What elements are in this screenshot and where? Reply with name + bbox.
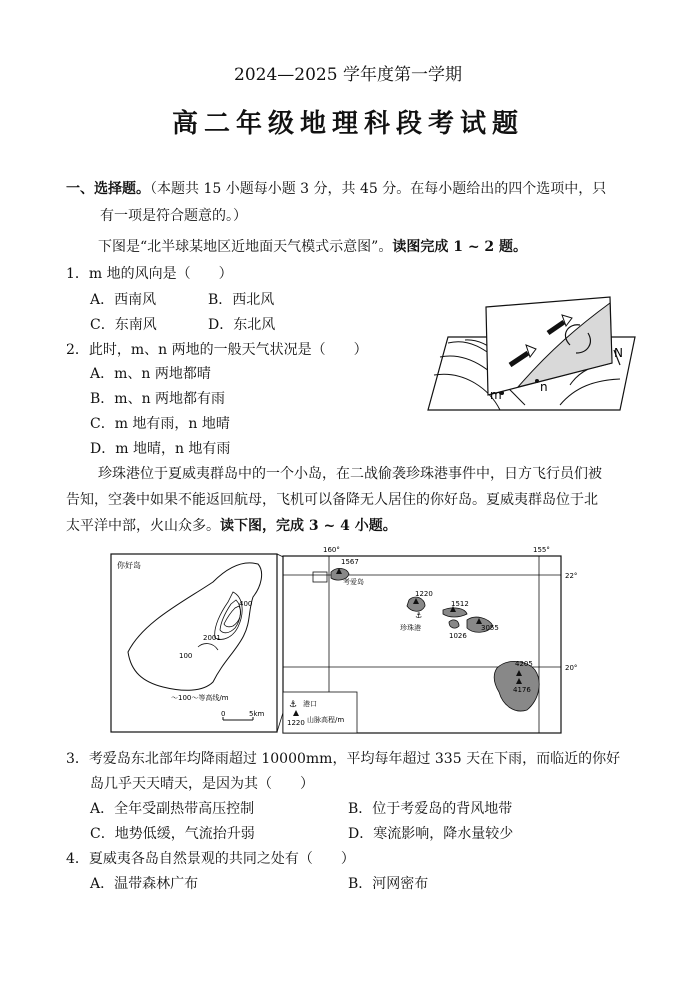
q1-option-c[interactable]: C．东南风 bbox=[90, 317, 157, 333]
hawaii-map-figure bbox=[103, 542, 583, 736]
q3-option-b[interactable]: B．位于考爱岛的背风地带 bbox=[348, 801, 513, 817]
peak-label: 3055 bbox=[481, 624, 499, 632]
section-title: 一、选择题。 bbox=[66, 181, 150, 197]
section-desc-line1 bbox=[66, 178, 606, 198]
section-desc: （本题共 15 小题每小题 3 分，共 45 分。在每小题给出的四个选项中，只 bbox=[150, 181, 607, 197]
point-n bbox=[535, 379, 539, 383]
peak-label: 4205 bbox=[515, 660, 533, 668]
intro2-instruction: 读下图，完成 3 ~ 4 小题。 bbox=[220, 518, 397, 534]
q2-option-c[interactable]: C．m 地有雨，n 地晴 bbox=[90, 416, 230, 432]
lon-label-160: 160° bbox=[323, 546, 340, 554]
intro-fig1-text: 下图是“北半球某地区近地面天气模式示意图”。 bbox=[98, 239, 393, 255]
intro2-line3 bbox=[66, 515, 397, 535]
label-m: m bbox=[490, 388, 502, 402]
q3-stem-line1: 3．考爱岛东北部年均降雨超过 10000mm，平均每年超过 335 天在下雨，而临近的你好 bbox=[66, 751, 621, 767]
q4-stem: 4．夏威夷各岛自然景观的共同之处有（ ） bbox=[66, 851, 355, 867]
q1-option-d[interactable]: D．东北风 bbox=[208, 317, 276, 333]
legend-anchor-icon: ⚓ bbox=[289, 700, 298, 710]
label-north: N bbox=[614, 346, 623, 360]
scale-five: 5km bbox=[249, 710, 265, 718]
peak-label: 1026 bbox=[449, 632, 467, 640]
q1-option-b[interactable]: B．西北风 bbox=[208, 292, 275, 308]
peak-label: 1567 bbox=[341, 558, 359, 566]
q2-option-b[interactable]: B．m、n 两地都有雨 bbox=[90, 391, 226, 407]
kauai-label: 考爱岛 bbox=[343, 578, 364, 586]
q2-stem: 2．此时，m、n 两地的一般天气状况是（ ） bbox=[66, 342, 368, 358]
intro2-line2: 告知，空袭中如果不能返回航母，飞机可以备降无人居住的你好岛。夏威夷群岛位于北 bbox=[66, 492, 598, 508]
legend-peak-value: 1220 bbox=[287, 719, 305, 727]
peak-label: 1512 bbox=[451, 600, 469, 608]
q2-option-a[interactable]: A．m、n 两地都晴 bbox=[90, 366, 211, 382]
contour-legend: ～100～等高线/m bbox=[171, 694, 229, 702]
legend-peak-label: 山脉高程/m bbox=[307, 716, 345, 724]
weather-model-figure bbox=[420, 295, 650, 420]
lat-label-22: 22° bbox=[565, 572, 578, 580]
intro-fig1-instruction: 读图完成 1 ~ 2 题。 bbox=[392, 239, 528, 255]
anchor-icon: ⚓ bbox=[415, 611, 423, 620]
q4-option-a[interactable]: A．温带森林广布 bbox=[90, 876, 199, 892]
intro-fig1 bbox=[98, 236, 527, 256]
contour-label: 400 bbox=[239, 600, 253, 608]
contour-label: 2001 bbox=[203, 634, 221, 642]
lat-label-20: 20° bbox=[565, 664, 578, 672]
peak-label: 1220 bbox=[415, 590, 433, 598]
scale-zero: 0 bbox=[221, 710, 226, 718]
q3-option-d[interactable]: D．寒流影响，降水量较少 bbox=[348, 826, 514, 842]
intro2-line1: 珍珠港位于夏威夷群岛中的一个小岛，在二战偷袭珍珠港事件中，日方飞行员们被 bbox=[98, 466, 602, 482]
exam-year: 2024—2025 学年度第一学期 bbox=[234, 65, 462, 85]
q3-option-c[interactable]: C．地势低缓，气流抬升弱 bbox=[90, 826, 255, 842]
q1-stem: 1．m 地的风向是（ ） bbox=[66, 266, 233, 282]
q3-stem-line2: 岛几乎天天晴天，是因为其（ ） bbox=[90, 776, 314, 792]
q2-option-d[interactable]: D．m 地晴，n 地有雨 bbox=[90, 441, 231, 457]
q4-option-b[interactable]: B．河网密布 bbox=[348, 876, 429, 892]
contour-label: 100 bbox=[179, 652, 193, 660]
island-lanai bbox=[449, 620, 459, 628]
peak-label: 4176 bbox=[513, 686, 531, 694]
inset-island-name: 你好岛 bbox=[117, 561, 141, 570]
pearl-harbor-label: 珍珠港 bbox=[400, 624, 421, 632]
label-n: n bbox=[540, 380, 548, 394]
q1-option-a[interactable]: A．西南风 bbox=[90, 292, 157, 308]
intro2-line3-text: 太平洋中部，火山众多。 bbox=[66, 518, 220, 534]
legend-port-label: 港口 bbox=[303, 700, 317, 708]
lon-label-155: 155° bbox=[533, 546, 550, 554]
exam-title: 高二年级地理科段考试题 bbox=[171, 109, 524, 139]
section-desc-line2: 有一项是符合题意的。） bbox=[100, 208, 247, 224]
q3-option-a[interactable]: A．全年受副热带高压控制 bbox=[90, 801, 255, 817]
